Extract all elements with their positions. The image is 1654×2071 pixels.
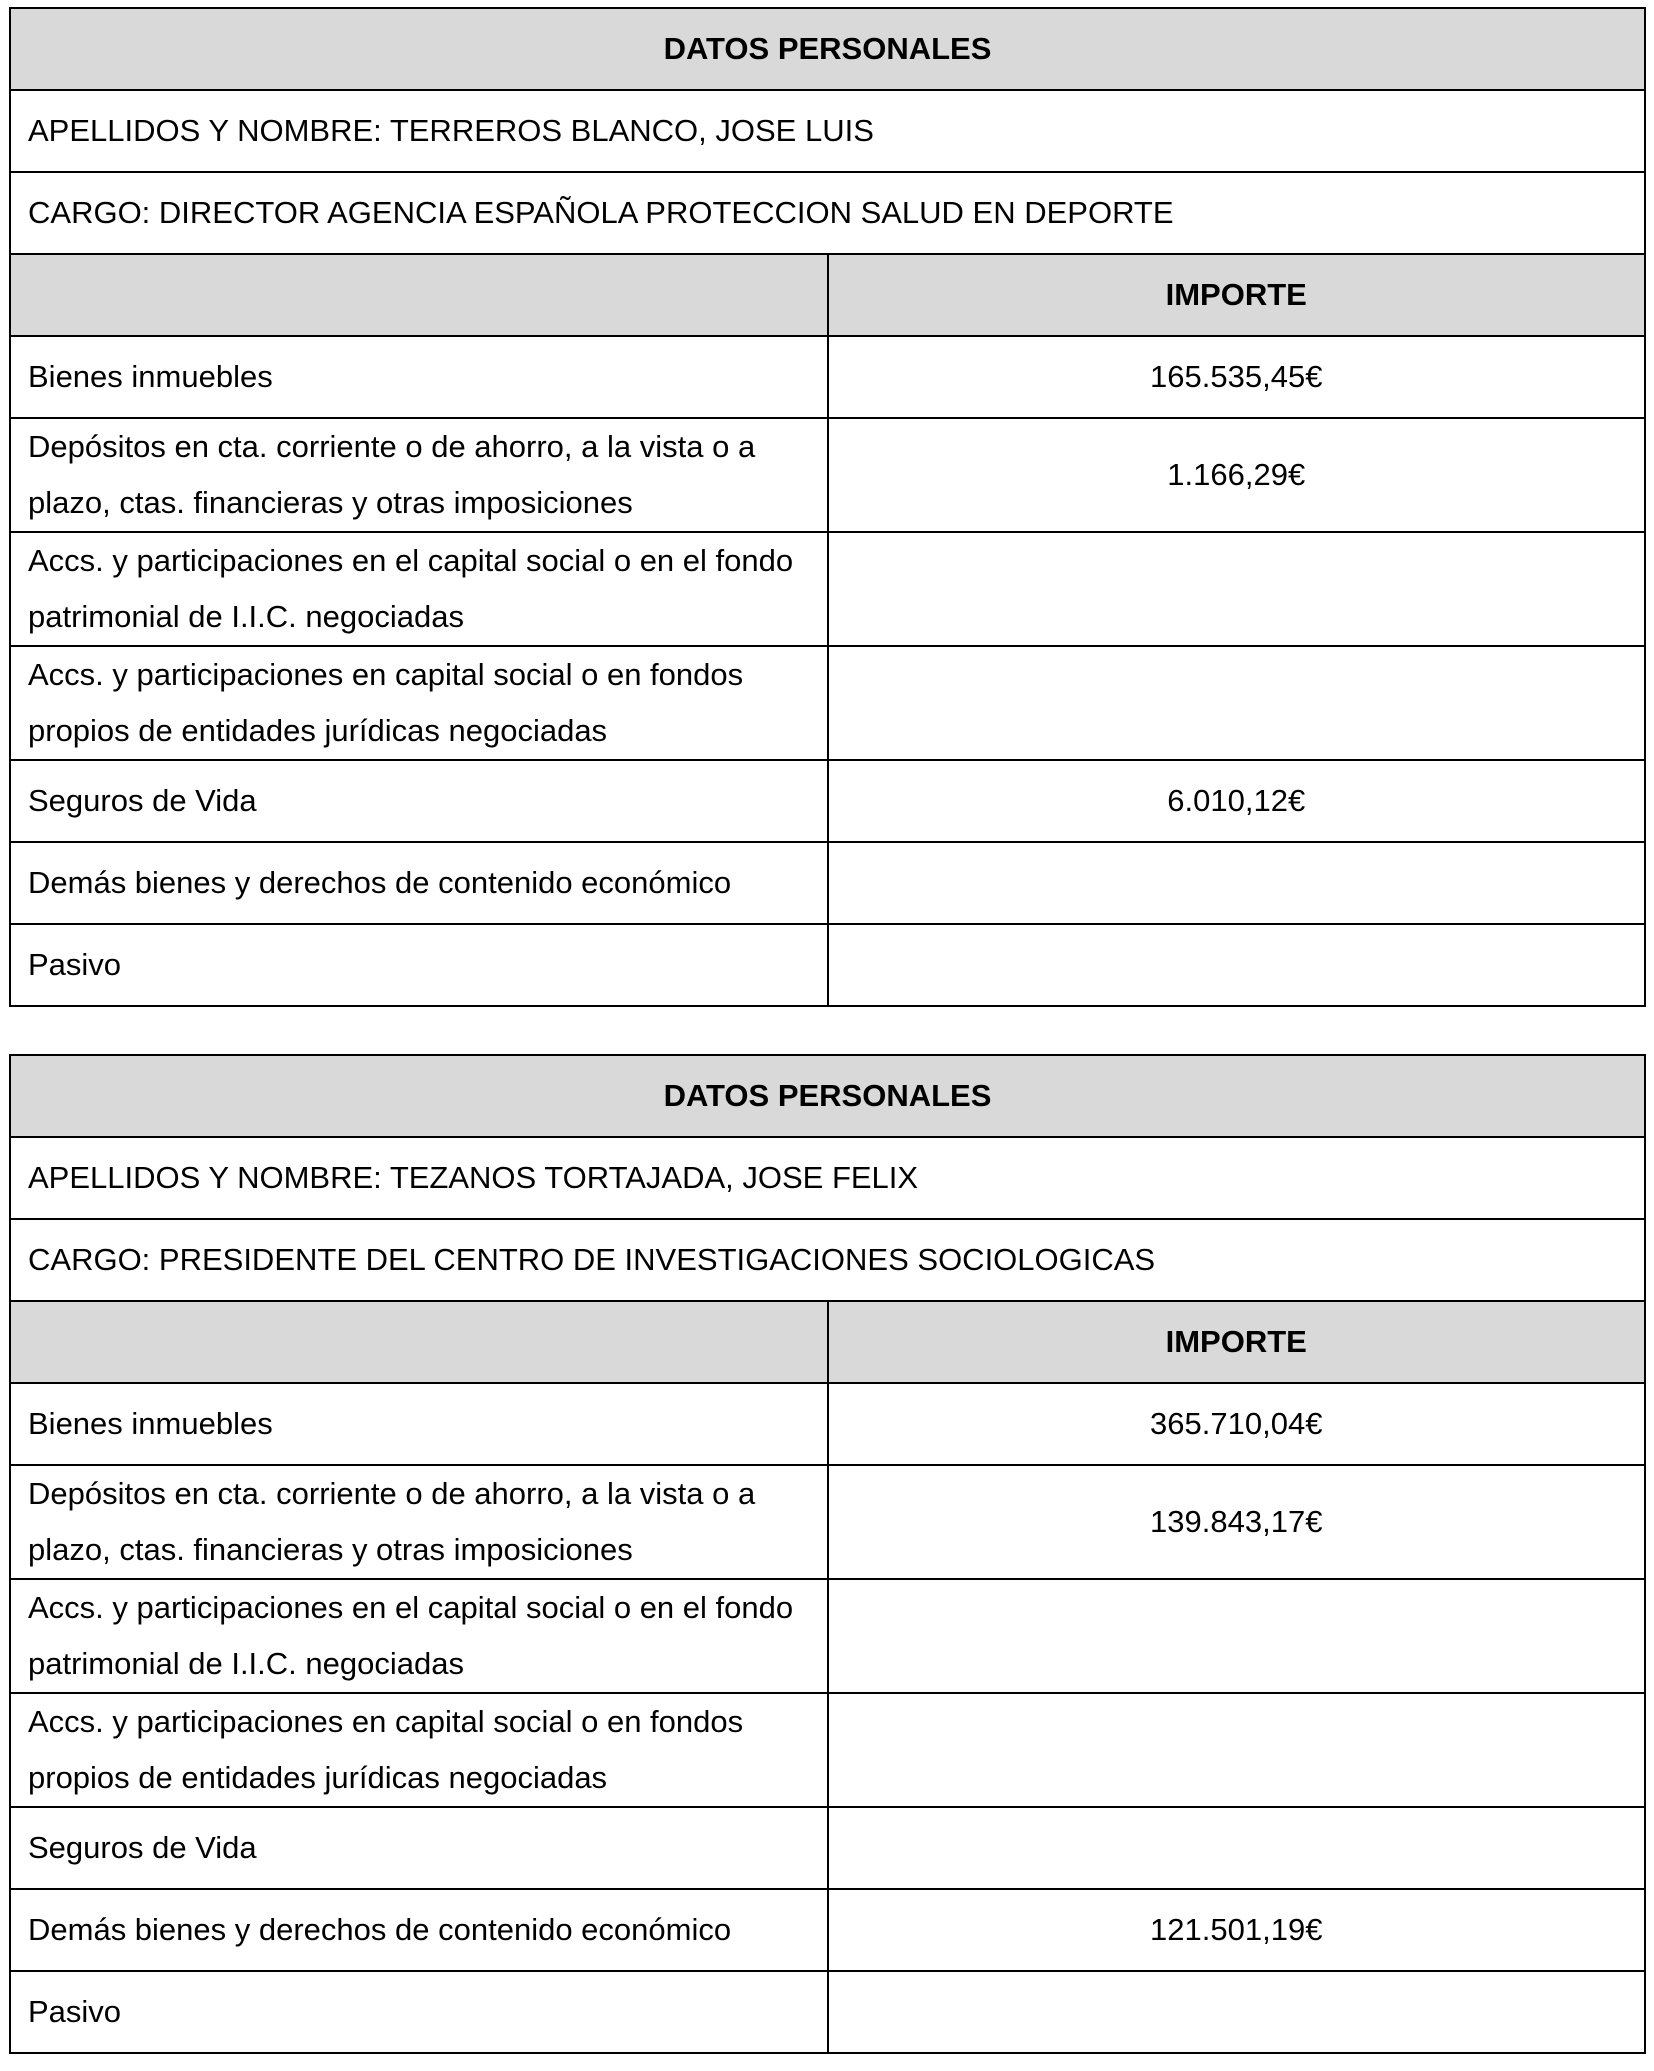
row-label: Accs. y participaciones en capital social o en fondos propios de entidades jurídicas negociadas [10,1693,828,1807]
table-row [10,760,1645,842]
table-row [10,1807,1645,1889]
row-amount: 6.010,12€ [828,760,1646,842]
position-row [10,172,1645,254]
row-amount [828,1971,1646,2053]
title-row [10,8,1645,90]
row-amount: 139.843,17€ [828,1465,1646,1579]
name-row [10,1137,1645,1219]
full-name: APELLIDOS Y NOMBRE: TERREROS BLANCO, JOSE LUIS [10,90,1645,172]
row-label: Seguros de Vida [10,1807,828,1889]
title-row [10,1055,1645,1137]
column-header-row [10,254,1645,336]
position: CARGO: PRESIDENTE DEL CENTRO DE INVESTIGACIONES SOCIOLOGICAS [10,1219,1645,1301]
row-label: Demás bienes y derechos de contenido económico [10,1889,828,1971]
section-title: DATOS PERSONALES [10,8,1645,90]
table-row [10,532,1645,646]
row-amount [828,646,1646,760]
row-amount [828,842,1646,924]
section-title: DATOS PERSONALES [10,1055,1645,1137]
row-label: Depósitos en cta. corriente o de ahorro, a la vista o a plazo, ctas. financieras y otras imposiciones [10,418,828,532]
row-amount: 1.166,29€ [828,418,1646,532]
row-label: Accs. y participaciones en capital social o en fondos propios de entidades jurídicas negociadas [10,646,828,760]
row-label: Pasivo [10,1971,828,2053]
table-row [10,1693,1645,1807]
table-row [10,1383,1645,1465]
row-amount: 365.710,04€ [828,1383,1646,1465]
row-label: Pasivo [10,924,828,1006]
declaration-table-2 [9,1054,1646,2054]
position-row [10,1219,1645,1301]
row-label: Seguros de Vida [10,760,828,842]
row-amount [828,532,1646,646]
label-header [10,1301,828,1383]
name-row [10,90,1645,172]
declaration-table-1 [9,7,1646,1007]
table-row [10,418,1645,532]
table-row [10,1971,1645,2053]
label-header [10,254,828,336]
row-label: Bienes inmuebles [10,336,828,418]
row-label: Bienes inmuebles [10,1383,828,1465]
row-label: Demás bienes y derechos de contenido económico [10,842,828,924]
row-label: Accs. y participaciones en el capital social o en el fondo patrimonial de I.I.C. negociadas [10,1579,828,1693]
table-row [10,336,1645,418]
row-amount [828,1693,1646,1807]
row-amount [828,1579,1646,1693]
row-amount [828,1807,1646,1889]
row-label: Depósitos en cta. corriente o de ahorro, a la vista o a plazo, ctas. financieras y otras imposiciones [10,1465,828,1579]
column-header-row [10,1301,1645,1383]
amount-header: IMPORTE [828,1301,1646,1383]
table-row [10,646,1645,760]
amount-header: IMPORTE [828,254,1646,336]
full-name: APELLIDOS Y NOMBRE: TEZANOS TORTAJADA, JOSE FELIX [10,1137,1645,1219]
row-label: Accs. y participaciones en el capital social o en el fondo patrimonial de I.I.C. negociadas [10,532,828,646]
table-row [10,924,1645,1006]
position: CARGO: DIRECTOR AGENCIA ESPAÑOLA PROTECCION SALUD EN DEPORTE [10,172,1645,254]
table-row [10,1579,1645,1693]
row-amount: 165.535,45€ [828,336,1646,418]
row-amount [828,924,1646,1006]
row-amount: 121.501,19€ [828,1889,1646,1971]
table-row [10,1465,1645,1579]
table-row [10,842,1645,924]
table-row [10,1889,1645,1971]
